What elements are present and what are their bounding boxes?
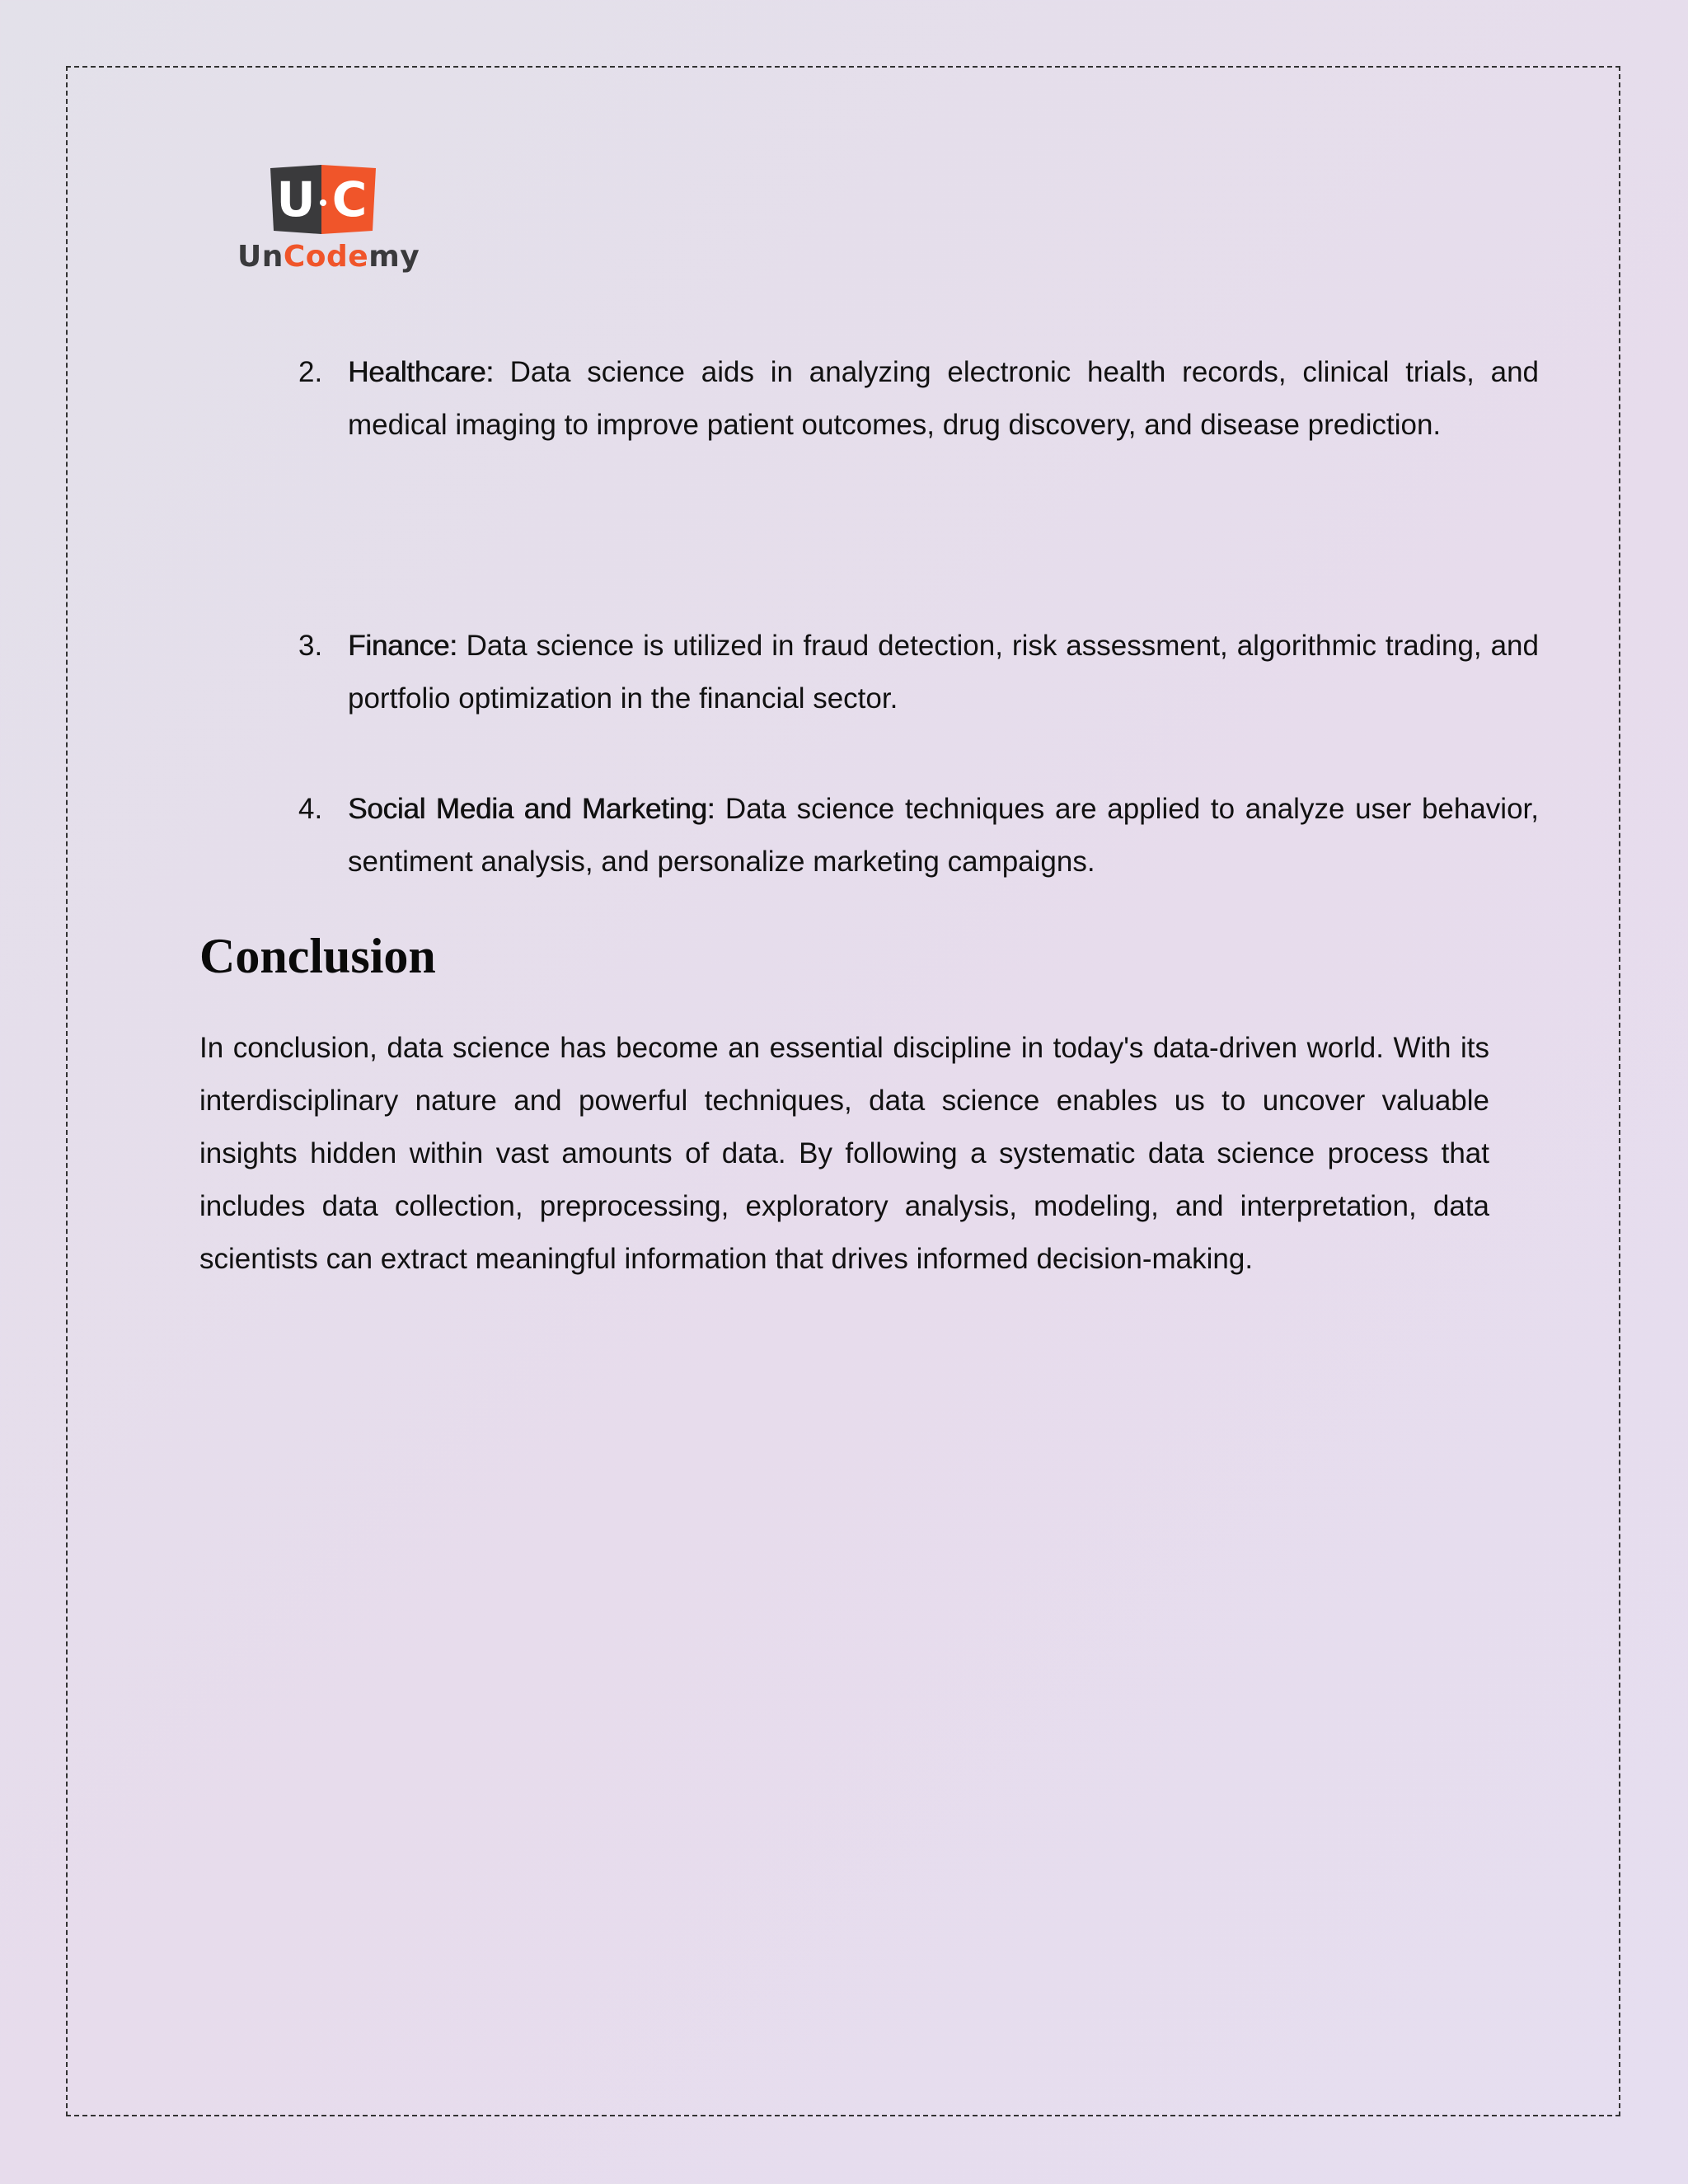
list-number: 3.: [298, 630, 323, 662]
list-item-text: Data science aids in analyzing electronic health records, clinical trials, and medical imaging to improve patient outcomes, drug discovery, and disease prediction.: [348, 356, 1539, 441]
list-item-body: [348, 346, 1688, 452]
logo-wordmark-part2: Code: [283, 240, 369, 274]
list-item-body: [348, 783, 1688, 888]
logo-wordmark-part3: my: [368, 240, 420, 274]
logo-wordmark-part1: Un: [237, 240, 284, 274]
list-item-paragraph: [348, 783, 1539, 888]
conclusion-paragraph: In conclusion, data science has become an essential discipline in today's data-driven world. With its interdisciplinary nature and powerful techniques, data science enables us to uncover valuable insights hidden within vast amounts of data. By following a systematic data science process that includes data collection, preprocessing, exploratory analysis, modeling, and interpretation, data scientists can extract meaningful information that drives informed decision-making.: [199, 1032, 1489, 1275]
uncodemy-logo: [237, 165, 420, 277]
logo-wordmark: [237, 239, 420, 275]
list-item-body: [348, 620, 1688, 725]
list-item-text: Data science is utilized in fraud detection, risk assessment, algorithmic trading, and portfolio optimization in the financial sector.: [348, 630, 1539, 715]
list-item-text: Data science techniques are applied to analyze user behavior, sentiment analysis, and personalize marketing campaigns.: [348, 793, 1539, 878]
uncodemy-logo-mark-icon: [270, 165, 376, 234]
logo-mark-left-letter: U: [276, 171, 316, 227]
list-item-paragraph: [348, 346, 1539, 452]
list-number: 4.: [298, 793, 323, 825]
list-item-term: Finance:: [348, 630, 457, 662]
conclusion-heading: Conclusion: [199, 929, 436, 983]
list-item-paragraph: [348, 620, 1539, 725]
logo-mark-right-letter: C: [331, 171, 368, 227]
list-item-term: Social Media and Marketing:: [348, 793, 715, 825]
list-item-term: Healthcare:: [348, 356, 494, 388]
list-number: 2.: [298, 356, 323, 388]
